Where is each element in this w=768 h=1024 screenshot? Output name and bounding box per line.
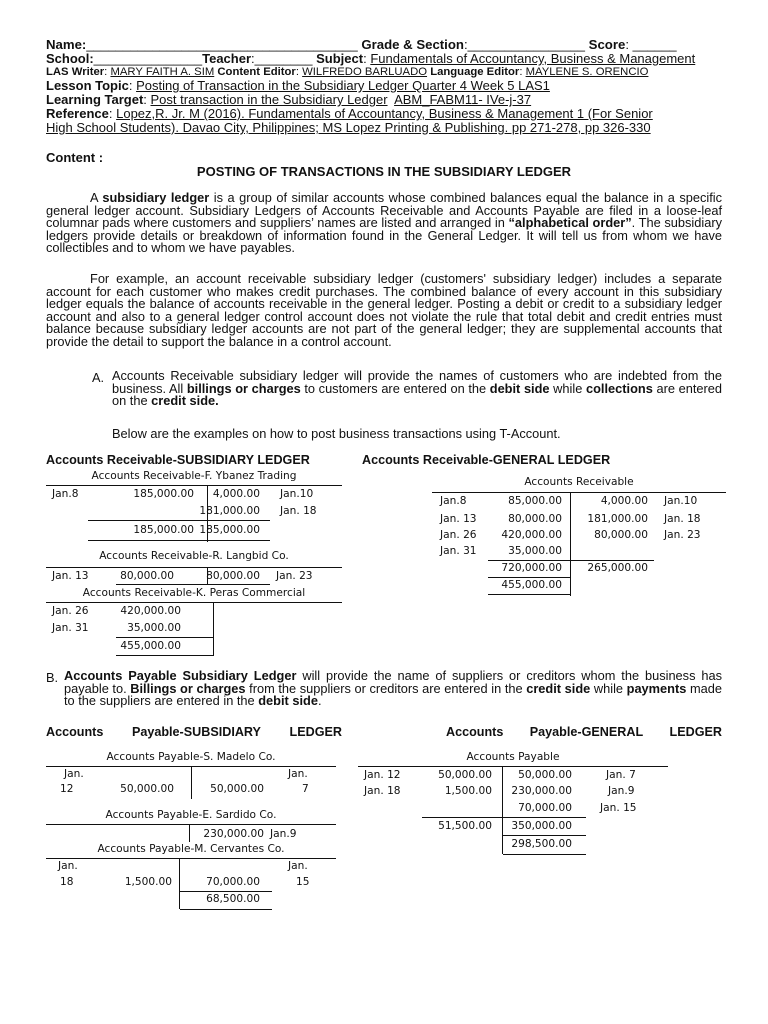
debit-date: Jan.8 [440,495,467,507]
t-account-intro: Below are the examples on how to post business transactions using T-Account. [112,426,561,441]
a-text-3: while [549,380,586,396]
reference-label: Reference [46,106,109,121]
b-text-3: while [590,680,627,696]
debit-date: Jan. 13 [52,570,89,582]
credit-amount: 70,000.00 [518,802,572,814]
a-bold-debit-side: debit side [489,380,550,396]
b-text-2: from the suppliers or creditors are entered in the [245,680,527,696]
content-editor-label: Content Editor [217,66,296,78]
las-writer: MARY FAITH A. SIM [110,66,215,78]
debit-date: Jan. 31 [52,622,89,634]
debit-date: Jan. [58,860,78,872]
reference-line: Reference: Lopez,R. Jr. M (2016). Fundamentals of Accountancy, Business & Management 1 (For Senior [46,106,653,121]
credit-amount: 230,000.00 [203,828,264,840]
debit-amount: 50,000.00 [438,769,492,781]
p1-text-b: is a group of similar accounts whose combined balances equal the balance in a specific general ledger account. Subsidiary Ledgers of Accounts Receivable and Accounts Payable are filed in a loose-leaf columnar pads where customers and suppliers’ names are listed and arranged in [46,190,723,231]
debit-amount: 420,000.00 [120,605,181,617]
learning-target-label: Learning Target [46,92,144,107]
learning-code: ABM_FABM11- IVe-j-37 [394,92,532,107]
credit-total: 265,000.00 [587,562,648,574]
t-title: Accounts Receivable-K. Peras Commercial [82,587,306,599]
t-title: Accounts Payable-E. Sardido Co. [105,809,277,821]
credit-date: Jan. 18 [280,505,317,517]
debit-balance: 455,000.00 [120,640,181,652]
t-account-ar-general [432,476,726,596]
p1-bold-alphabetical-order: “alphabetical order” [508,215,632,231]
t-title: Accounts Payable-S. Madelo Co. [106,751,276,763]
b-text-1: will provide the name of suppliers or creditors whom the business has payable to. [64,668,722,696]
debit-date: 12 [60,783,74,795]
debit-date: Jan. 26 [52,605,89,617]
b-text-4: made to the suppliers are entered in the [64,680,722,709]
t-title: Accounts Receivable-F. Ybanez Trading [91,470,297,482]
language-editor-label: Language Editor [430,66,520,78]
debit-amount: 85,000.00 [508,495,562,507]
b-bold-payments: payments [626,680,687,696]
a-bold-billings: billings or charges [186,380,301,396]
debit-date: Jan. 18 [364,785,401,797]
debit-date: 18 [60,876,74,888]
debit-total: 185,000.00 [133,524,194,536]
ap-sub-heading-word-2: Payable-SUBSIDIARY [131,725,261,739]
credit-date: Jan. 23 [276,570,313,582]
name-line [46,38,726,52]
content-editor: WILFREDO BARLUADO [302,66,428,78]
t-account-ap-general [358,751,668,857]
b-bold-billings: Billings or charges [130,680,246,696]
b-bold-ap-subsidiary: Accounts Payable Subsidiary Ledger [64,668,297,683]
credit-date: Jan. 15 [600,802,637,814]
ap-general-heading [446,725,722,739]
p2-text: For example, an account receivable subsidiary ledger (customers' subsidiary ledger) includes a separate account for each customer who makes credit purchases. The combined balance of every account in this subsidiary ledger equals the balance of accounts receivable in the general ledger. Posting a debit or credit to a subsidiary ledger account and also to a general ledger control account does not violate the rule that total debit and credit entries must balance because subsidiary ledger accounts are not part of the general ledger; they are supplemental accounts that provide the detail to support the balance in a control account. [46,271,722,349]
school-blank: _______________ [93,51,203,66]
teacher-label: Teacher [202,51,252,66]
t-title: Accounts Receivable-R. Langbid Co. [99,550,289,562]
debit-date: Jan. 13 [440,513,477,525]
credit-amount: 50,000.00 [210,783,264,795]
t-account-cervantes [46,843,336,911]
t-title: Accounts Payable-M. Cervantes Co. [97,843,285,855]
item-b-letter: B. [46,670,59,685]
debit-total: 720,000.00 [501,562,562,574]
credit-amount: 4,000.00 [212,488,260,500]
credit-total: 350,000.00 [511,820,572,832]
a-bold-credit-side: credit side. [151,393,219,409]
credit-amount: 4,000.00 [600,495,648,507]
ap-gen-heading-word-1: Accounts [446,725,504,739]
credit-amount: 181,000.00 [199,505,260,517]
credit-total: 185,000.00 [199,524,260,536]
credit-date: Jan. 7 [606,769,636,781]
school-line: School:_______________Teacher:________ Subject: Fundamentals of Accountancy, Business & Management [46,51,696,66]
language-editor: MAYLENE S. ORENCIO [525,66,649,78]
p1-text-c: . The subsidiary ledgers provide details or breakdown of information found in the General Ledger. It will tell us from whom we have collectibles and to whom we have payables. [46,215,722,256]
teacher-blank: :________ [251,51,313,66]
p1-text-a: A [90,190,103,205]
b-text-5: . [317,693,322,709]
ap-sub-heading-word-1: Accounts [46,725,104,739]
debit-amount: 35,000.00 [508,545,562,557]
credit-amount: 181,000.00 [587,513,648,525]
ap-sub-heading-word-3: LEDGER [289,725,342,739]
credit-date: 15 [296,876,310,888]
b-bold-debit-side: debit side [258,693,318,709]
subject-label: Subject [316,51,364,66]
debit-amount: 50,000.00 [120,783,174,795]
t-account-sardido [46,809,336,845]
a-text-1: Accounts Receivable subsidiary ledger will provide the names of customers who are indebted from the business. All [112,368,722,396]
debit-amount: 80,000.00 [508,513,562,525]
debit-amount: 1,500.00 [124,876,172,888]
reference-text-2: High School Students). Davao City, Philippines; MS Lopez Printing & Publishing. pp 271-278, pp 326-330 [46,120,651,135]
credit-date: Jan. [288,768,308,780]
las-writer-label: LAS Writer [46,66,105,78]
editors-line: LAS Writer: MARY FAITH A. SIM Content Editor: WILFREDO BARLUADO Language Editor: MAYLENE S. ORENCIO [46,66,649,78]
credit-date: 7 [302,783,309,795]
debit-date: Jan.8 [52,488,79,500]
learning-target-line: Learning Target: Post transaction in the Subsidiary Ledger ABM_FABM11- IVe-j-37 [46,92,532,107]
t-account-ybanez [46,470,342,542]
credit-balance: 68,500.00 [206,893,260,905]
b-bold-credit-side: credit side [526,680,591,696]
t-title: Accounts Receivable [524,476,634,488]
name-label: Name: [46,37,87,52]
debit-date: Jan. 26 [440,529,477,541]
debit-amount: 35,000.00 [127,622,181,634]
credit-balance: 298,500.00 [511,838,572,850]
ap-gen-heading-word-3: LEDGER [669,725,722,739]
credit-date: Jan.9 [270,828,297,840]
item-a-letter: A. [92,370,105,385]
score-label: Score [588,37,626,52]
debit-amount: 420,000.00 [501,529,562,541]
debit-amount: 185,000.00 [133,488,194,500]
credit-amount: 80,000.00 [206,570,260,582]
content-label: Content : [46,150,104,165]
paragraph-example [46,273,722,349]
credit-date: Jan. 18 [664,513,701,525]
credit-amount: 230,000.00 [511,785,572,797]
ap-subsidiary-heading [46,725,342,739]
debit-amount: 1,500.00 [444,785,492,797]
score-blank: : ______ [625,37,677,52]
a-bold-collections: collections [585,380,653,396]
lesson-topic: Posting of Transaction in the Subsidiary Ledger Quarter 4 Week 5 LAS1 [136,78,550,93]
ar-general-heading: Accounts Receivable-GENERAL LEDGER [362,453,611,467]
credit-amount: 80,000.00 [594,529,648,541]
paragraph-definition [46,192,722,255]
name-blank: _____________________________________ [86,37,358,52]
item-a-text [112,370,722,408]
document-title: POSTING OF TRANSACTIONS IN THE SUBSIDIARY LEDGER [196,164,572,179]
credit-date: Jan. [288,860,308,872]
debit-date: Jan. 12 [364,769,401,781]
ap-gen-heading-word-2: Payable-GENERAL [529,725,644,739]
worksheet-header [46,38,726,135]
learning-target: Post transaction in the Subsidiary Ledger [150,92,388,107]
p1-bold-subsidiary-ledger: subsidiary ledger [102,190,210,205]
credit-date: Jan. 23 [664,529,701,541]
lesson-topic-label: Lesson Topic [46,78,129,93]
debit-date: Jan. 31 [440,545,477,557]
credit-amount: 50,000.00 [518,769,572,781]
grade-label: Grade & Section [361,37,464,52]
debit-balance: 455,000.00 [501,579,562,591]
reference-line-2 [46,121,726,135]
credit-date: Jan.10 [664,495,698,507]
t-title: Accounts Payable [466,751,560,763]
debit-total: 51,500.00 [438,820,492,832]
credit-amount: 70,000.00 [206,876,260,888]
reference-text-1: Lopez,R. Jr. M (2016). Fundamentals of Accountancy, Business & Management 1 (For Senior [116,106,653,121]
grade-blank: :________________ [463,37,585,52]
credit-date: Jan.9 [608,785,635,797]
item-b-text [64,670,722,708]
credit-date: Jan.10 [280,488,314,500]
a-text-2: to customers are entered on the [300,380,490,396]
ar-subsidiary-heading: Accounts Receivable-SUBSIDIARY LEDGER [46,453,310,467]
t-account-langbid [46,550,342,586]
a-text-4: are entered on the [112,380,722,409]
debit-date: Jan. [64,768,84,780]
t-account-peras [46,587,342,657]
debit-amount: 80,000.00 [120,570,174,582]
school-label: School: [46,51,94,66]
subject-value: Fundamentals of Accountancy, Business & Management [370,51,696,66]
lesson-topic-line: Lesson Topic: Posting of Transaction in the Subsidiary Ledger Quarter 4 Week 5 LAS1 [46,78,550,93]
t-account-madelo [46,751,336,801]
